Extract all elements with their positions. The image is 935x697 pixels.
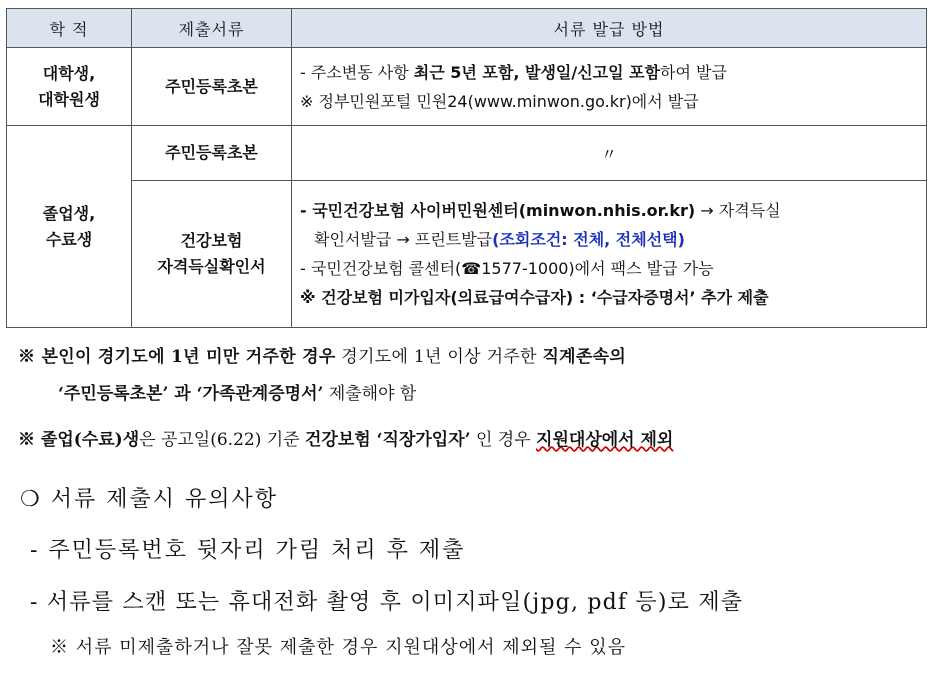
header-document: 제출서류 [132,9,292,48]
note-text-bold: ※ 졸업(수료)생 [18,430,140,450]
document-cell: 주민등록초본 [132,126,292,181]
method-note-bold: ※ 건강보험 미가입자(의료급여수급자) : ‘수급자증명서’ 추가 제출 [300,288,769,307]
note-residency [18,342,930,367]
document-cell: 건강보험 자격득실확인서 [132,181,292,328]
method-cell [292,48,927,126]
table-row [7,181,927,328]
note-text-bold: 지원대상에서 제외 [536,430,674,450]
method-note: ※ 정부민원포털 민원24(www.minwon.go.kr)에서 발급 [300,91,699,111]
table-row [7,48,927,126]
note-text-bold: ‘주민등록초본’ 과 ‘가족관계증명서’ [58,384,324,404]
method-text: → 자격득실 [695,201,781,220]
note-text: 경기도에 1년 이상 거주한 [335,347,543,367]
note-text: 인 경우 [470,430,537,450]
header-status: 학 적 [7,9,132,48]
method-cell [292,181,927,328]
note-graduate [18,425,930,450]
ditto-mark: 〃 [292,126,927,181]
method-text: - 국민건강보험 콜센터(☎1577-1000)에서 팩스 발급 가능 [300,259,714,278]
method-line [300,225,918,254]
method-text-blue: (조회조건: 전체, 전체선택) [492,230,685,249]
document-table [6,8,927,328]
method-text: - 주소변동 사항 [300,62,414,82]
note-text-bold: 직계존속의 [542,347,627,367]
note-text: 은 공고일(6.22) 기준 [139,430,305,450]
method-text: 하여 발급 [660,62,727,82]
method-text: 확인서발급 → 프린트발급 [314,230,493,249]
list-item: - 주민등록번호 뒷자리 가림 처리 후 제출 [30,538,466,563]
header-method: 서류 발급 방법 [292,9,927,48]
note-text: 제출해야 함 [323,384,417,404]
status-cell: 졸업생, 수료생 [7,126,132,328]
section-title: ❍ 서류 제출시 유의사항 [20,487,278,512]
table-header-row [7,9,927,48]
note-residency-cont [58,379,416,404]
method-text-bold: - 국민건강보험 사이버민원센터(minwon.nhis.or.kr) [300,201,696,220]
list-item: - 서류를 스캔 또는 휴대전화 촬영 후 이미지파일(jpg, pdf 등)로 제출 [30,590,744,615]
note-text-bold: 건강보험 ‘직장가입자’ [305,430,471,450]
method-text-bold: 최근 5년 포함, 발생일/신고일 포함 [413,62,661,82]
note-text-bold: ※ 본인이 경기도에 1년 미만 거주한 경우 [18,347,336,367]
table-row [7,126,927,181]
list-sub-note: ※ 서류 미제출하거나 잘못 제출한 경우 지원대상에서 제외될 수 있음 [50,637,626,658]
document-cell: 주민등록초본 [132,48,292,126]
status-cell: 대학생, 대학원생 [7,48,132,126]
